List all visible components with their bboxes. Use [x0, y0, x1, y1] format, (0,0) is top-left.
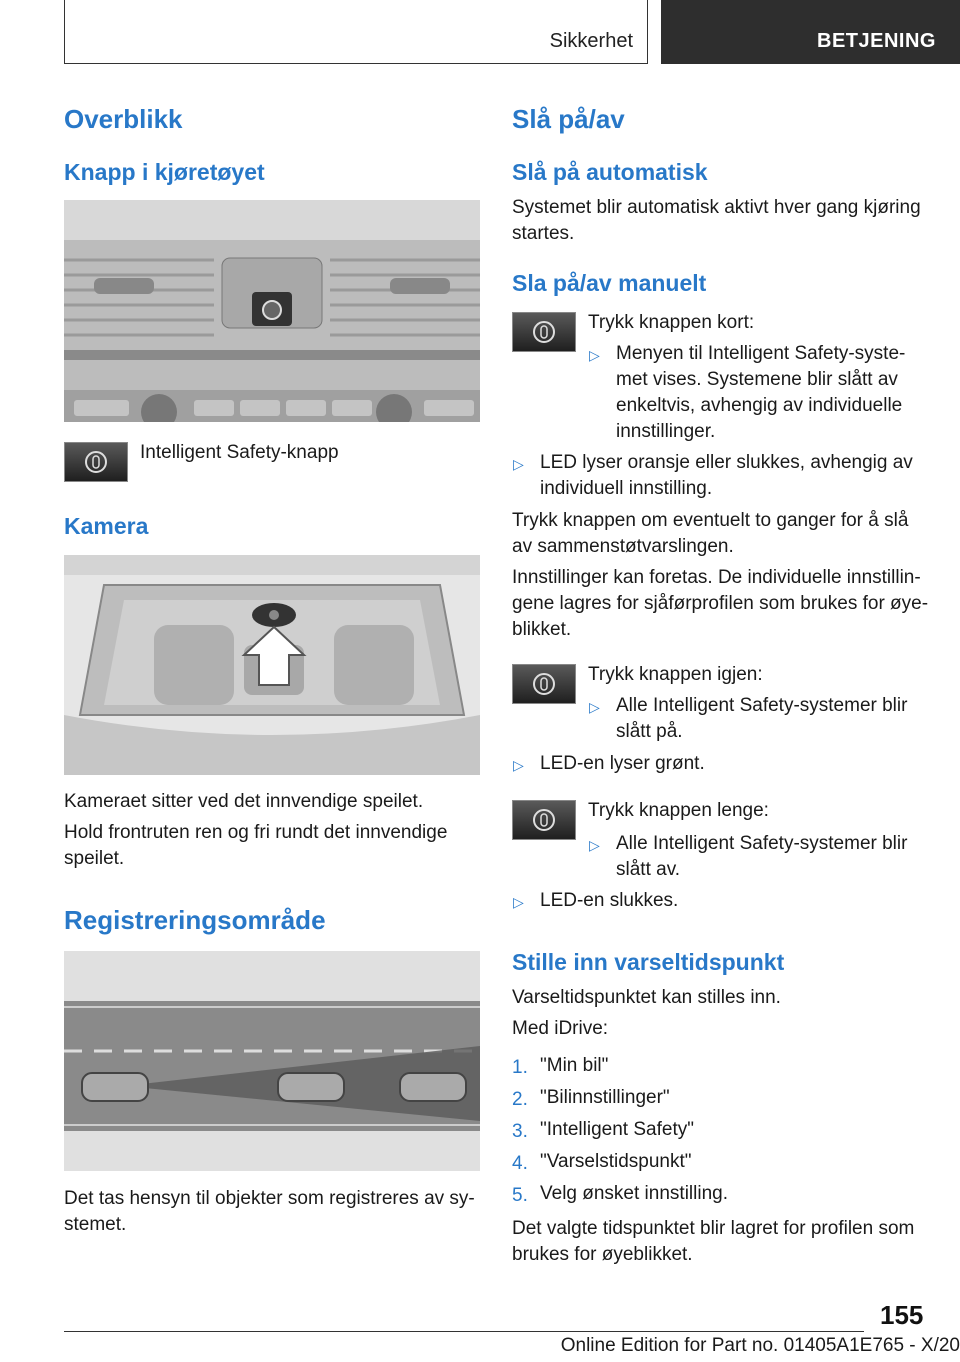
heading-button-in-vehicle: Knapp i kjøretøyet — [64, 159, 265, 185]
area-text-2: stemet. — [64, 1214, 127, 1235]
bullet-triangle-icon: ▷ — [513, 757, 524, 773]
long-press-text: Trykk knappen lenge: — [588, 800, 769, 821]
step-text: "Min bil" — [540, 1055, 609, 1076]
settings-text-3: blikket. — [512, 619, 572, 640]
camera-location-photo — [64, 555, 480, 775]
auto-text-1: Systemet blir automatisk aktivt hver gang kjøring — [512, 197, 921, 218]
bullet-triangle-icon: ▷ — [589, 699, 600, 715]
section-tab — [64, 0, 648, 64]
heading-camera: Kamera — [64, 513, 149, 539]
again-bullet-1a: Alle Intelligent Safety-systemer blir — [616, 695, 908, 716]
warning-time-text: Varseltidspunktet kan stilles inn. — [512, 987, 781, 1008]
bullet-triangle-icon: ▷ — [513, 456, 524, 472]
short-press-text: Trykk knappen kort: — [588, 312, 755, 333]
camera-text-2b: speilet. — [64, 848, 125, 869]
press-again-text: Trykk knappen igjen: — [588, 664, 763, 685]
short-bullet-2b: individuell innstilling. — [540, 478, 713, 499]
step-number: 1. — [512, 1057, 528, 1078]
footer-divider — [64, 1331, 864, 1332]
section-title: Sikkerhet — [549, 30, 633, 52]
step-text: "Intelligent Safety" — [540, 1119, 694, 1140]
heading-auto-on: Slå på automatisk — [512, 159, 708, 185]
final-text-1: Det valgte tidspunktet blir lagret for profilen som — [512, 1218, 915, 1239]
safety-button-icon — [64, 442, 128, 482]
long-bullet-2: LED-en slukkes. — [540, 890, 679, 911]
button-caption: Intelligent Safety-knapp — [140, 442, 339, 463]
again-bullet-2: LED-en lyser grønt. — [540, 753, 705, 774]
heading-manual: Sla på/av manuelt — [512, 270, 707, 296]
heading-on-off: Slå på/av — [512, 104, 625, 134]
auto-text-2: startes. — [512, 223, 575, 244]
step-text: "Varselstidspunkt" — [540, 1151, 692, 1172]
step-text: "Bilinnstillinger" — [540, 1087, 670, 1108]
short-bullet-1d: innstillinger. — [616, 421, 716, 442]
chapter-tab — [661, 0, 960, 64]
idrive-text: Med iDrive: — [512, 1018, 609, 1039]
final-text-2: brukes for øyeblikket. — [512, 1244, 693, 1265]
short-bullet-1b: met vises. Systemene blir slått av — [616, 369, 898, 390]
step-text: Velg ønsket innstilling. — [540, 1183, 728, 1204]
settings-text-2: gene lagres for sjåførprofilen som brukes for øye‐ — [512, 593, 929, 614]
step-number: 4. — [512, 1153, 528, 1174]
dashboard-button-photo — [64, 200, 480, 422]
page-header — [0, 0, 960, 66]
bullet-triangle-icon: ▷ — [589, 347, 600, 363]
short-bullet-1c: enkeltvis, avhengig av individuelle — [616, 395, 903, 416]
settings-text-1: Innstillinger kan foretas. De individuelle innstillin‐ — [512, 567, 921, 588]
heading-detection-area: Registreringsområde — [64, 905, 326, 935]
camera-text-2a: Hold frontruten ren og fri rundt det innvendige — [64, 822, 448, 843]
press-twice-text-2: av sammenstøtvarslingen. — [512, 536, 734, 557]
camera-text-1: Kameraet sitter ved det innvendige speilet. — [64, 791, 424, 812]
safety-button-icon — [512, 312, 576, 352]
long-bullet-1a: Alle Intelligent Safety-systemer blir — [616, 833, 908, 854]
step-number: 2. — [512, 1089, 528, 1110]
again-bullet-1b: slått på. — [616, 721, 683, 742]
safety-button-icon — [512, 800, 576, 840]
safety-button-icon — [512, 664, 576, 704]
short-bullet-2a: LED lyser oransje eller slukkes, avhengig av — [540, 452, 913, 473]
long-bullet-1b: slått av. — [616, 859, 681, 880]
area-text-1: Det tas hensyn til objekter som registreres av sy‐ — [64, 1188, 475, 1209]
step-number: 3. — [512, 1121, 528, 1142]
press-twice-text-1: Trykk knappen om eventuelt to ganger for å slå — [512, 510, 909, 531]
step-number: 5. — [512, 1185, 528, 1206]
detection-area-diagram — [64, 951, 480, 1171]
bullet-triangle-icon: ▷ — [589, 837, 600, 853]
bullet-triangle-icon: ▷ — [513, 894, 524, 910]
chapter-title: BETJENING — [817, 30, 936, 52]
heading-warning-time: Stille inn varseltidspunkt — [512, 949, 785, 975]
page-number: 155 — [880, 1300, 924, 1330]
heading-overview: Overblikk — [64, 104, 183, 134]
short-bullet-1a: Menyen til Intelligent Safety-syste‐ — [616, 343, 906, 364]
edition-info: Online Edition for Part no. 01405A1E765 - X/20 — [560, 1335, 960, 1356]
